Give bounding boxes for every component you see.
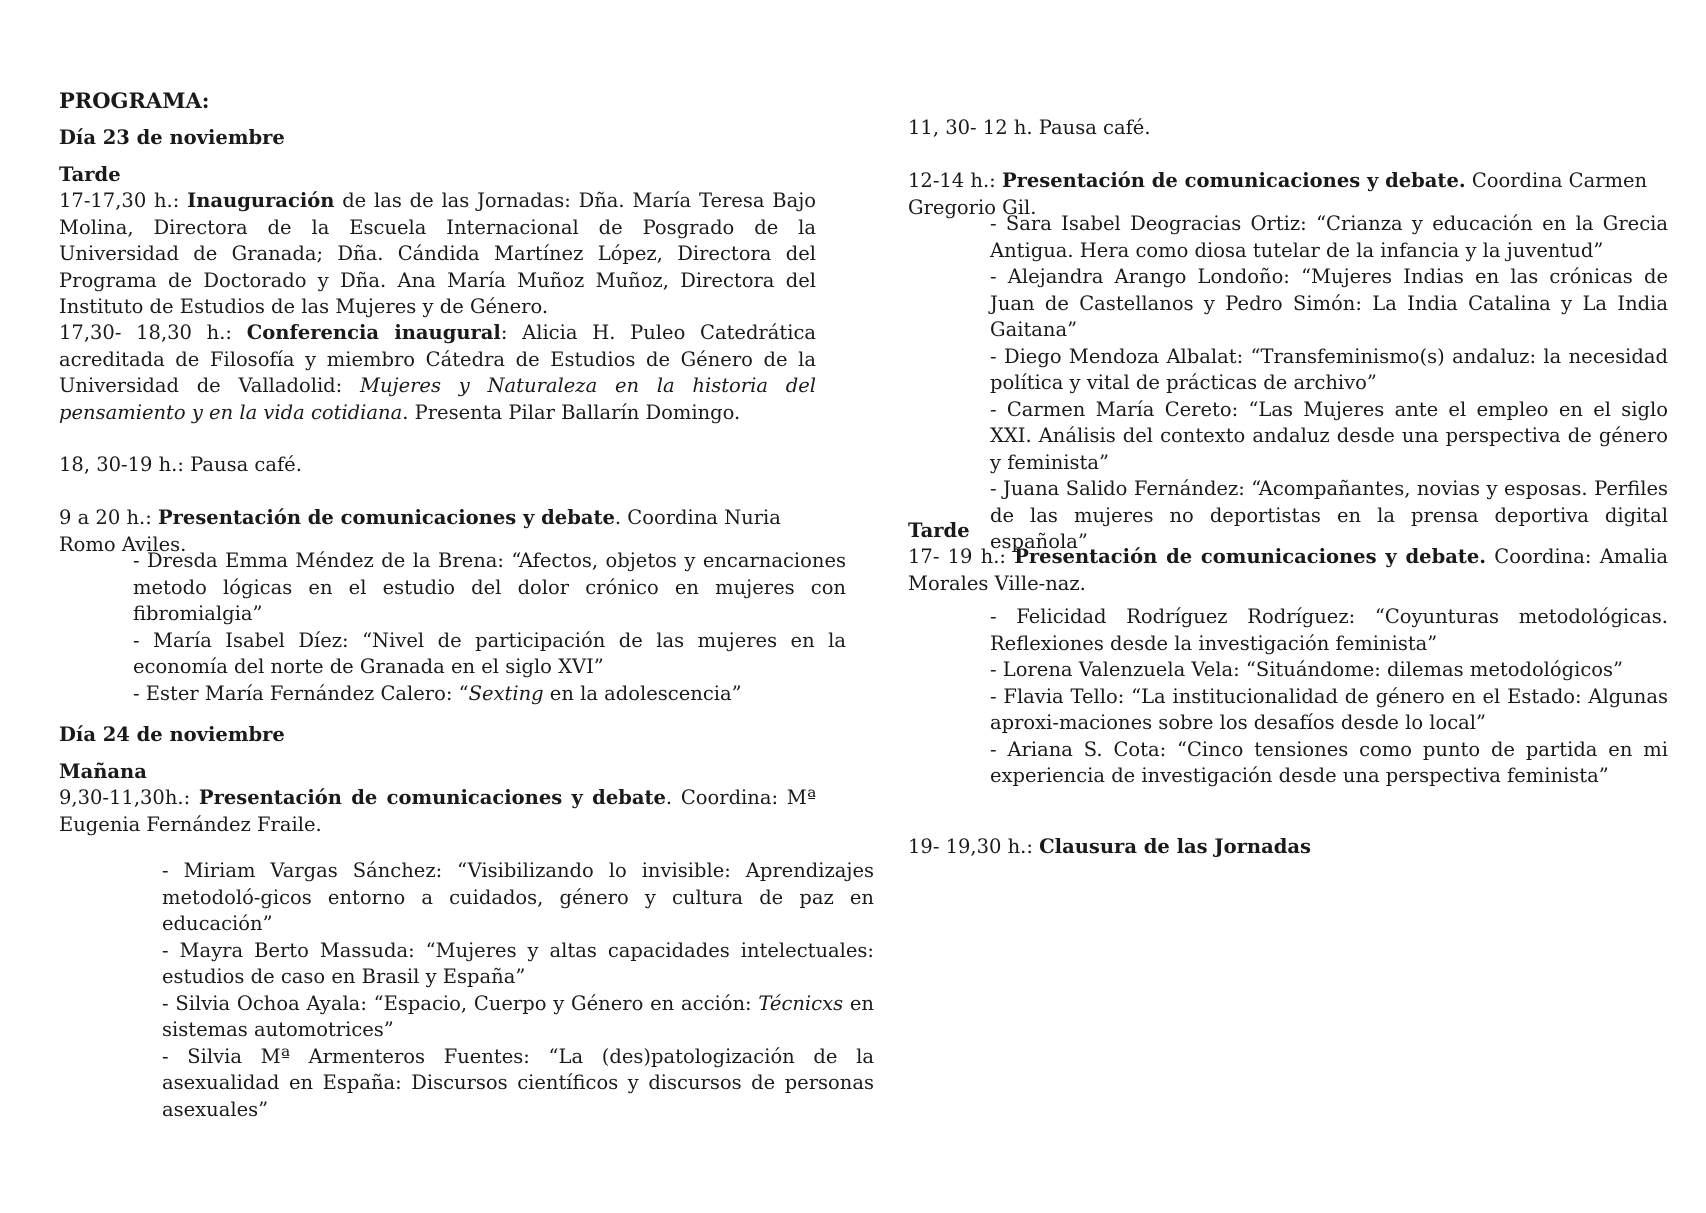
- talk-item: - Alejandra Arango Londoño: “Mujeres Indias en las crónicas de Juan de Castellanos y Pedro Simón: La India Catalina y La India Gaitana”: [990, 265, 1668, 341]
- session-title: Clausura de las Jornadas: [1039, 835, 1311, 858]
- talk-item: - Sara Isabel Deogracias Ortiz: “Crianza y educación en la Grecia Antigua. Hera como diosa tutelar de la infancia y la juventud”: [990, 212, 1668, 262]
- session-time: 17-17,30 h.:: [59, 189, 180, 212]
- keynote-title: Mujeres y Naturaleza en la historia del pensamiento y en la vida cotidiana: [59, 374, 816, 424]
- coffee-break-1: 18, 30-19 h.: Pausa café.: [59, 453, 302, 476]
- session-closing: [908, 834, 1668, 861]
- talk-list-day2-afternoon: [990, 604, 1668, 790]
- session-title: Presentación de comunicaciones y debate.: [1014, 545, 1487, 568]
- session-time: 17,30- 18,30 h.:: [59, 321, 233, 344]
- session-communications-2: [59, 785, 816, 838]
- talk-item: - María Isabel Díez: “Nivel de participación de las mujeres en la economía del norte de Granada en el siglo XVI”: [133, 628, 846, 678]
- talk-item: - Dresda Emma Méndez de la Brena: “Afectos, objetos y encarnaciones metodo lógicas en el estudio del dolor crónico en mujeres con fibromialgia”: [133, 549, 846, 625]
- keynote-presenter: . Presenta Pilar Ballarín Domingo.: [402, 400, 741, 424]
- session-title: Presentación de comunicaciones y debate: [157, 506, 615, 529]
- session-description: : Alicia H. Puleo Catedrática acreditada de Filosofía y miembro Cátedra de Estudios de Género de la Universidad de Valladolid:: [59, 321, 816, 397]
- session-title: Inauguración: [187, 189, 335, 212]
- talk-item: - Silvia Mª Armenteros Fuentes: “La (des)patologización de la asexualidad en España: Discursos científicos y discursos de personas asexuales”: [162, 1044, 874, 1121]
- session-time: 12-14 h.:: [908, 169, 996, 192]
- coffee-break-2: 11, 30- 12 h. Pausa café.: [908, 116, 1151, 139]
- talk-item: - Juana Salido Fernández: “Acompañantes, novias y esposas. Perfiles de las mujeres no deportistas en la prensa deportiva digital española”: [990, 477, 1668, 553]
- session-description: de las de las Jornadas: Dña. María Teresa Bajo Molina, Directora de la Escuela Internacional de Posgrado de la Universidad de Granada; Dña. Cándida Martínez López, Directora del Programa de Doctorado y Dña. Ana María Muñoz Muñoz, Directora del Instituto de Estudios de las Mujeres y de Género.: [59, 189, 816, 318]
- talk-item: - Flavia Tello: “La institucionalidad de género en el Estado: Algunas aproxi-maciones sobre los desafíos desde lo local”: [990, 684, 1668, 734]
- talk-list-day2-midday: [990, 211, 1668, 556]
- talk-item: - Silvia Ochoa Ayala: “Espacio, Cuerpo y Género en acción: Técnicxs en sistemas automotrices”: [162, 991, 874, 1041]
- session-coordinator: . Coordina Nuria Romo Aviles.: [59, 506, 781, 556]
- day2-period-morning: Mañana: [59, 760, 147, 783]
- session-keynote: [59, 320, 816, 426]
- session-coordinator: . Coordina: Mª Eugenia Fernández Fraile.: [59, 786, 816, 836]
- day2-period-afternoon: Tarde: [908, 519, 970, 542]
- day1-heading: Día 23 de noviembre: [59, 126, 285, 149]
- talk-item: - Felicidad Rodríguez Rodríguez: “Coyunturas metodológicas. Reflexiones desde la investigación feminista”: [990, 605, 1668, 655]
- session-title: Presentación de comunicaciones y debate: [198, 786, 666, 809]
- day2-heading: Día 24 de noviembre: [59, 723, 285, 746]
- talk-list-day2-morning: [162, 858, 874, 1123]
- session-title: Conferencia inaugural: [246, 321, 501, 344]
- day1-period: Tarde: [59, 163, 121, 186]
- session-coordinator: Coordina Carmen Gregorio Gil.: [908, 169, 1648, 219]
- talk-list-day1: [133, 548, 846, 707]
- talk-item: - Mayra Berto Massuda: “Mujeres y altas capacidades intelectuales: estudios de caso en Brasil y España”: [162, 938, 874, 988]
- session-title: Presentación de comunicaciones y debate.: [1001, 169, 1466, 192]
- talk-item: - Diego Mendoza Albalat: “Transfeminismo(s) andaluz: la necesidad política y vital de prácticas de archivo”: [990, 344, 1668, 394]
- session-coordinator: Coordina: Amalia Morales Ville-naz.: [908, 545, 1668, 595]
- talk-item: - Lorena Valenzuela Vela: “Situándome: dilemas metodológicos”: [990, 658, 1624, 681]
- talk-item: - Carmen María Cereto: “Las Mujeres ante el empleo en el siglo XXI. Análisis del contexto andaluz desde una perspectiva de género y feminista”: [990, 397, 1668, 474]
- program-title: PROGRAMA:: [59, 88, 210, 113]
- session-time: 9,30-11,30h.:: [59, 786, 191, 809]
- session-time: 9 a 20 h.:: [59, 506, 152, 529]
- session-time: 17- 19 h.:: [908, 545, 1006, 568]
- talk-item: - Ester María Fernández Calero: “Sexting en la adolescencia”: [133, 681, 742, 705]
- session-communications-4: [908, 544, 1668, 597]
- session-time: 19- 19,30 h.:: [908, 835, 1033, 858]
- talk-item: - Miriam Vargas Sánchez: “Visibilizando lo invisible: Aprendizajes metodoló-gicos entorno a cuidados, género y cultura de paz en educación”: [162, 859, 874, 935]
- session-inauguration: [59, 188, 816, 321]
- talk-item: - Ariana S. Cota: “Cinco tensiones como punto de partida en mi experiencia de investigación desde una perspectiva feminista”: [990, 737, 1668, 787]
